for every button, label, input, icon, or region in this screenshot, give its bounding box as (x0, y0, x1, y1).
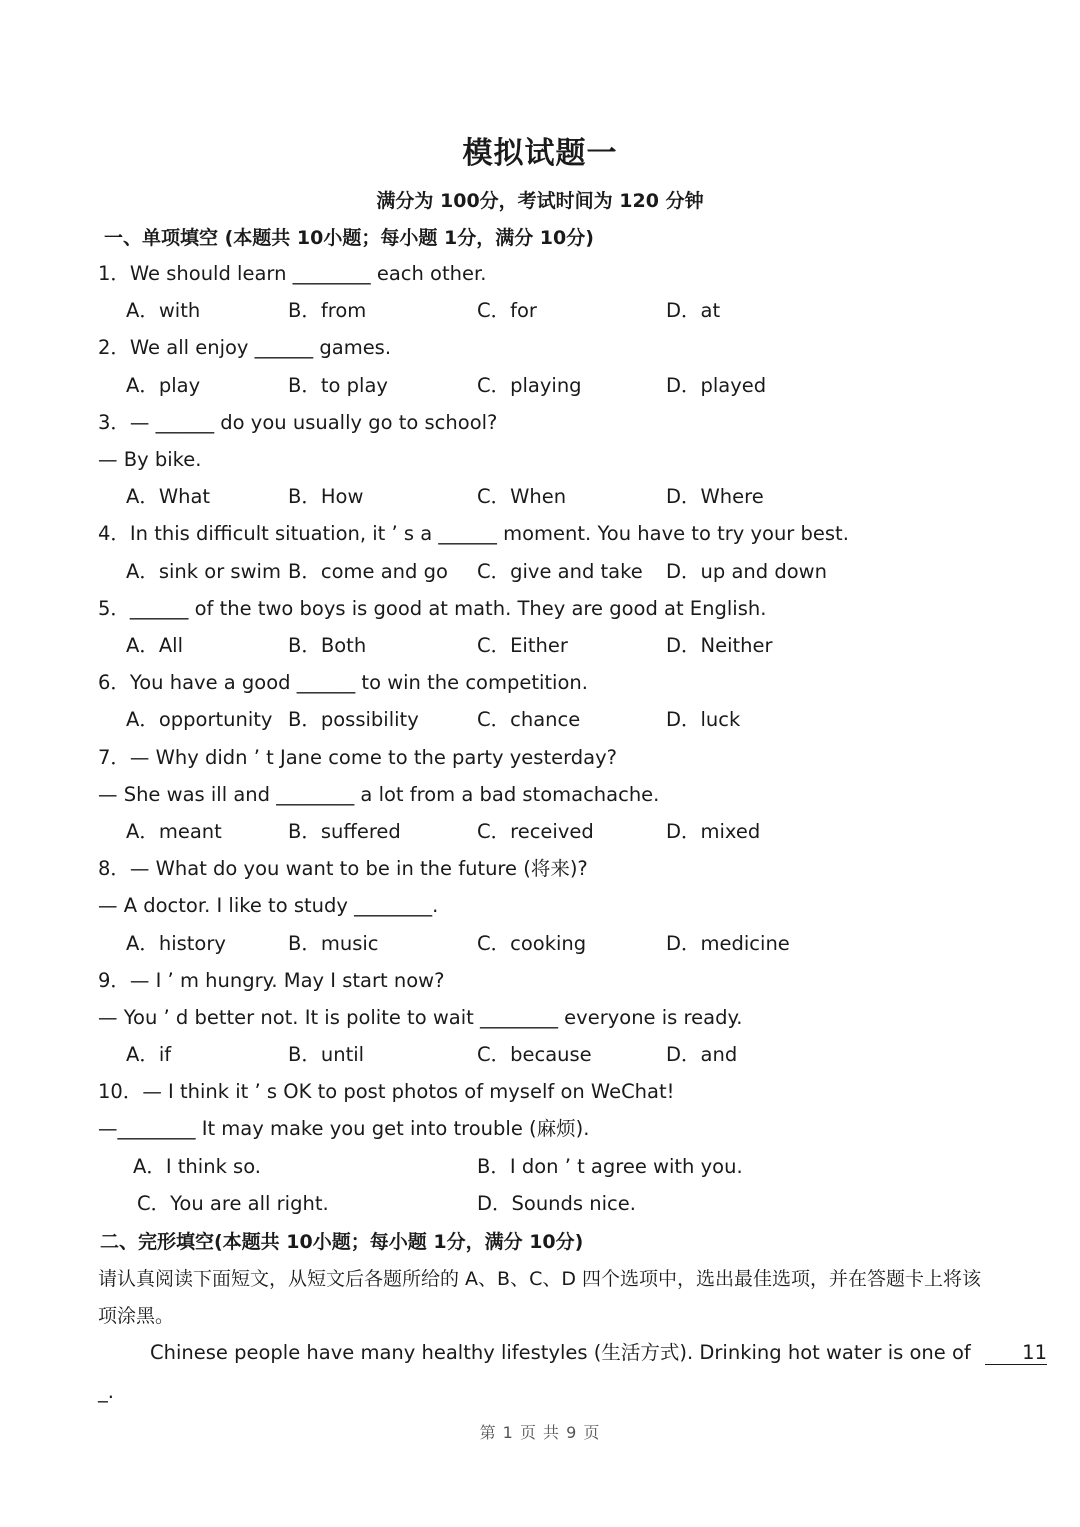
question-9-reply: — You ’ d better not. It is polite to wait ________ everyone is ready. (98, 1006, 743, 1029)
q5-option-b: B．Both (288, 634, 367, 657)
q4-option-d: D．up and down (666, 560, 827, 583)
q4-option-b: B．come and go (288, 560, 448, 583)
exam-subtitle: 满分为 100分，考试时间为 120 分钟 (376, 190, 704, 212)
q8-option-c: C．cooking (477, 932, 587, 955)
q7-option-d: D．mixed (666, 820, 761, 843)
q8-option-b: B．music (288, 932, 379, 955)
q10-option-d: D．Sounds nice. (477, 1192, 636, 1215)
question-4-stem: 4．In this difficult situation, it ’ s a ______ moment. You have to try your best. (98, 522, 849, 545)
section2-instruction-line1: 请认真阅读下面短文，从短文后各题所给的 A、B、C、D 四个选项中，选出最佳选项，并在答题卡上将该 (98, 1268, 982, 1290)
q10-option-b: B．I don ’ t agree with you. (477, 1155, 743, 1178)
q1-option-d: D．at (666, 299, 721, 322)
passage-text: Chinese people have many healthy lifestyles (生活方式). Drinking hot water is one of (150, 1341, 971, 1364)
question-8-reply: — A doctor. I like to study ________. (98, 894, 439, 917)
question-5-stem: 5．______ of the two boys is good at math. They are good at English. (98, 597, 767, 620)
q7-option-c: C．received (477, 820, 594, 843)
question-6-stem: 6．You have a good ______ to win the competition. (98, 671, 588, 694)
section2-heading: 二、完形填空(本题共 10小题；每小题 1分，满分 10分) (100, 1231, 584, 1253)
blank-11-number: 11 (1022, 1341, 1047, 1364)
question-7-stem: 7．— Why didn ’ t Jane come to the party yesterday? (98, 746, 617, 769)
section2-instruction-line2: 项涂黑。 (98, 1305, 175, 1327)
q7-option-b: B．suffered (288, 820, 401, 843)
q2-option-c: C．playing (477, 374, 582, 397)
question-10-reply: —________ It may make you get into trouble (麻烦). (98, 1117, 590, 1140)
question-10-stem: 10．— I think it ’ s OK to post photos of myself on WeChat! (98, 1080, 675, 1103)
q9-option-c: C．because (477, 1043, 592, 1066)
q9-option-b: B．until (288, 1043, 365, 1066)
q6-option-a: A．opportunity (126, 708, 273, 731)
q3-option-b: B．How (288, 485, 364, 508)
question-7-reply: — She was ill and ________ a lot from a bad stomachache. (98, 783, 660, 806)
section1-heading: 一、单项填空 (本题共 10小题；每小题 1分，满分 10分) (104, 227, 594, 249)
q4-option-c: C．give and take (477, 560, 643, 583)
q5-option-d: D．Neither (666, 634, 773, 657)
q5-option-a: A．All (126, 634, 184, 657)
question-8-stem: 8．— What do you want to be in the future (将来)? (98, 857, 588, 880)
q9-option-a: A．if (126, 1043, 172, 1066)
question-2-stem: 2．We all enjoy ______ games. (98, 336, 392, 359)
q1-option-a: A．with (126, 299, 201, 322)
question-3-stem: 3．— ______ do you usually go to school? (98, 411, 498, 434)
q1-option-b: B．from (288, 299, 367, 322)
page-title: 模拟试题一 (462, 136, 618, 171)
q8-option-d: D．medicine (666, 932, 790, 955)
q2-option-a: A．play (126, 374, 201, 397)
passage-line-1 (150, 1339, 1047, 1367)
q3-option-c: C．When (477, 485, 567, 508)
page-footer: 第 1 页 共 9 页 (479, 1423, 601, 1442)
passage-line-2: _. (98, 1380, 114, 1403)
q7-option-a: A．meant (126, 820, 222, 843)
question-1-stem: 1．We should learn ________ each other. (98, 262, 487, 285)
q3-option-d: D．Where (666, 485, 764, 508)
q4-option-a: A．sink or swim (126, 560, 281, 583)
q10-option-a: A．I think so. (133, 1155, 262, 1178)
q6-option-b: B．possibility (288, 708, 419, 731)
question-3-reply: — By bike. (98, 448, 202, 471)
q8-option-a: A．history (126, 932, 226, 955)
blank-11 (985, 1342, 1047, 1365)
q6-option-c: C．chance (477, 708, 581, 731)
question-9-stem: 9．— I ’ m hungry. May I start now? (98, 969, 445, 992)
q5-option-c: C．Either (477, 634, 568, 657)
q1-option-c: C．for (477, 299, 537, 322)
q3-option-a: A．What (126, 485, 211, 508)
q2-option-b: B．to play (288, 374, 388, 397)
q9-option-d: D．and (666, 1043, 738, 1066)
q10-option-c: C．You are all right. (137, 1192, 329, 1215)
q6-option-d: D．luck (666, 708, 741, 731)
q2-option-d: D．played (666, 374, 767, 397)
